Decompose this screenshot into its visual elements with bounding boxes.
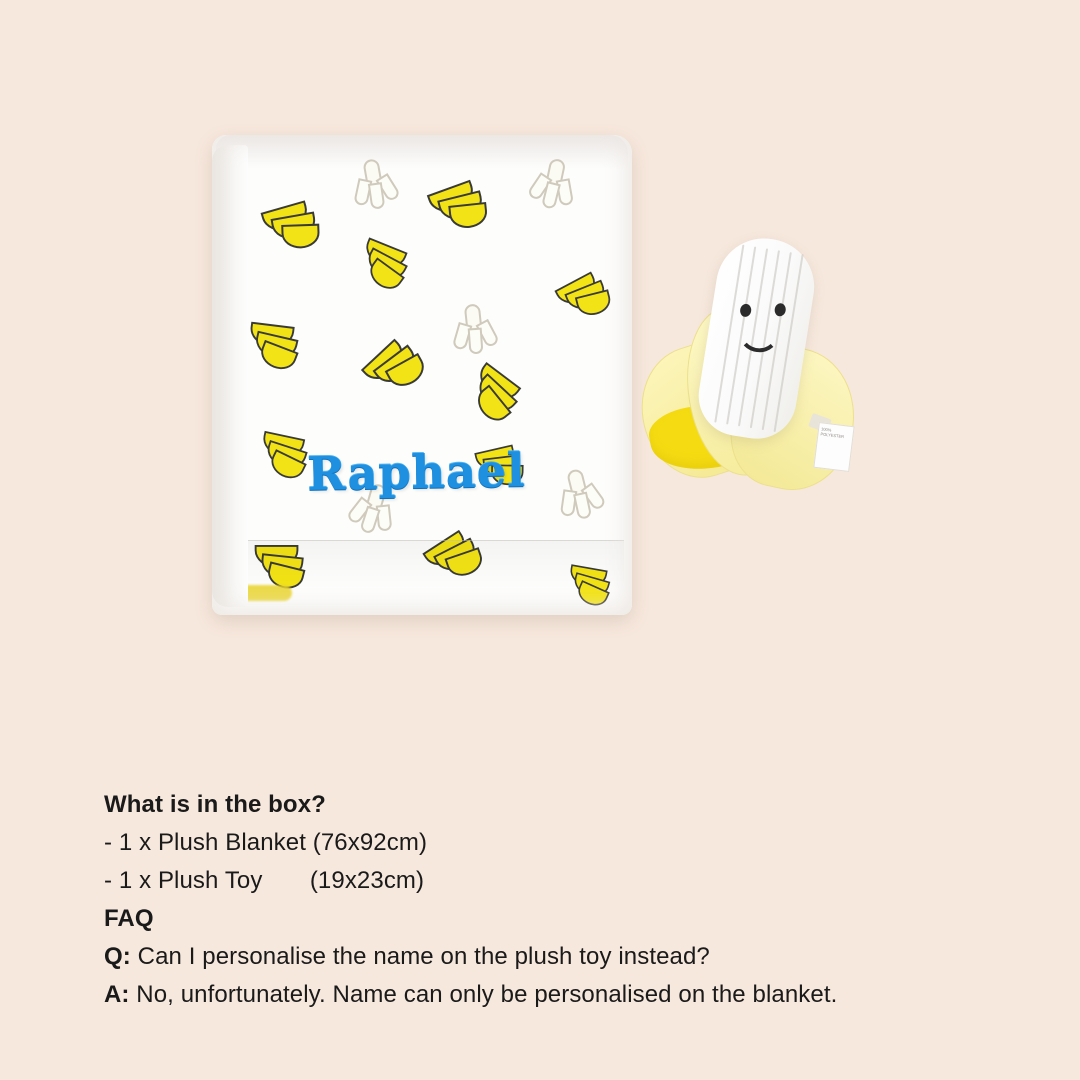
peeled-banana-motif [348, 151, 402, 210]
faq-heading: FAQ [104, 905, 154, 932]
banana-plush-toy [630, 228, 880, 518]
peeled-banana-motif [527, 151, 583, 211]
banana-motif [351, 320, 443, 409]
blanket-bottom-fold [218, 540, 624, 589]
faq-answer [104, 976, 984, 1014]
faq-question-text: Can I personalise the name on the plush toy instead? [130, 943, 710, 970]
peeled-banana-motif [449, 298, 500, 355]
faq-answer-text: No, unfortunately. Name can only be personalised on the blanket. [129, 981, 838, 1008]
peeled-banana-motif [551, 460, 608, 522]
faq-question-label: Q: [104, 943, 131, 970]
faq-question [104, 938, 984, 976]
banana-motif [346, 226, 428, 304]
faq-answer-label: A: [104, 981, 130, 1008]
embroidered-name: Raphael [306, 443, 526, 501]
banana-motif [256, 190, 334, 259]
blanket-spine-fold [212, 145, 248, 607]
plush-blanket [212, 135, 632, 615]
banana-motif [548, 259, 626, 331]
toy-care-tag: 100% POLYESTER [813, 422, 854, 472]
toy-eye-right-icon [774, 303, 787, 318]
product-info-block [104, 786, 984, 1014]
banana-motif [422, 168, 503, 241]
banana-motif [453, 351, 540, 438]
blanket-surface [212, 135, 632, 615]
box-contents-heading: What is in the box? [104, 791, 326, 818]
banana-motif [238, 309, 317, 381]
toy-eye-left-icon [739, 303, 752, 318]
box-contents-item: - 1 x Plush Toy (19x23cm) [104, 867, 425, 894]
box-contents-item: - 1 x Plush Blanket (76x92cm) [104, 829, 428, 856]
